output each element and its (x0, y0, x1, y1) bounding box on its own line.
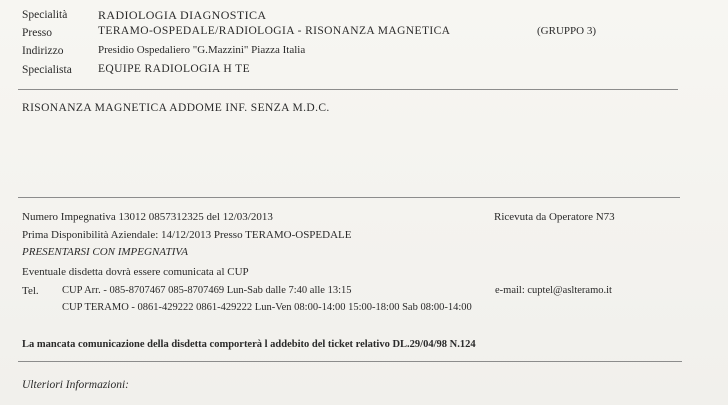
indirizzo-label: Indirizzo (22, 45, 64, 57)
disdetta-notice: Eventuale disdetta dovrà essere comunicata al CUP (22, 266, 249, 278)
specialita-label: Specialità (22, 9, 68, 21)
prima-disponibilita: Prima Disponibilità Aziendale: 14/12/2013 Presso TERAMO-OSPEDALE (22, 229, 352, 241)
cup-teramo-line: CUP TERAMO - 0861-429222 0861-429222 Lun-Ven 08:00-14:00 15:00-18:00 Sab 08:00-14:00 (62, 302, 472, 313)
specialista-value: EQUIPE RADIOLOGIA H TE (98, 63, 251, 75)
ulteriori-informazioni: Ulteriori Informazioni: (22, 379, 130, 391)
exam-divider (18, 197, 680, 198)
presso-label: Presso (22, 27, 53, 39)
specialista-label: Specialista (22, 64, 72, 76)
header-divider (18, 89, 678, 90)
email-line: e-mail: cuptel@aslteramo.it (495, 285, 612, 296)
notice-divider (18, 361, 682, 362)
presentarsi-notice: PRESENTARSI CON IMPEGNATIVA (22, 246, 188, 258)
presso-value: TERAMO-OSPEDALE/RADIOLOGIA - RISONANZA MAGNETICA (98, 25, 451, 37)
numero-impegnativa: Numero Impegnativa 13012 0857312325 del 12/03/2013 (22, 211, 273, 223)
cup-arr-line: CUP Arr. - 085-8707467 085-8707469 Lun-Sab dalle 7:40 alle 13:15 (62, 285, 352, 296)
specialita-value: RADIOLOGIA DIAGNOSTICA (98, 8, 267, 22)
ricevuta-operatore: Ricevuta da Operatore N73 (494, 211, 615, 223)
gruppo-label: (GRUPPO 3) (537, 25, 596, 37)
disdetta-warning: La mancata comunicazione della disdetta comporterà l addebito del ticket relativo DL.29/04/98 N.124 (22, 339, 476, 350)
indirizzo-value: Presidio Ospedaliero "G.Mazzini" Piazza Italia (98, 44, 306, 56)
exam-title: RISONANZA MAGNETICA ADDOME INF. SENZA M.D.C. (22, 102, 330, 114)
tel-label: Tel. (22, 285, 39, 297)
